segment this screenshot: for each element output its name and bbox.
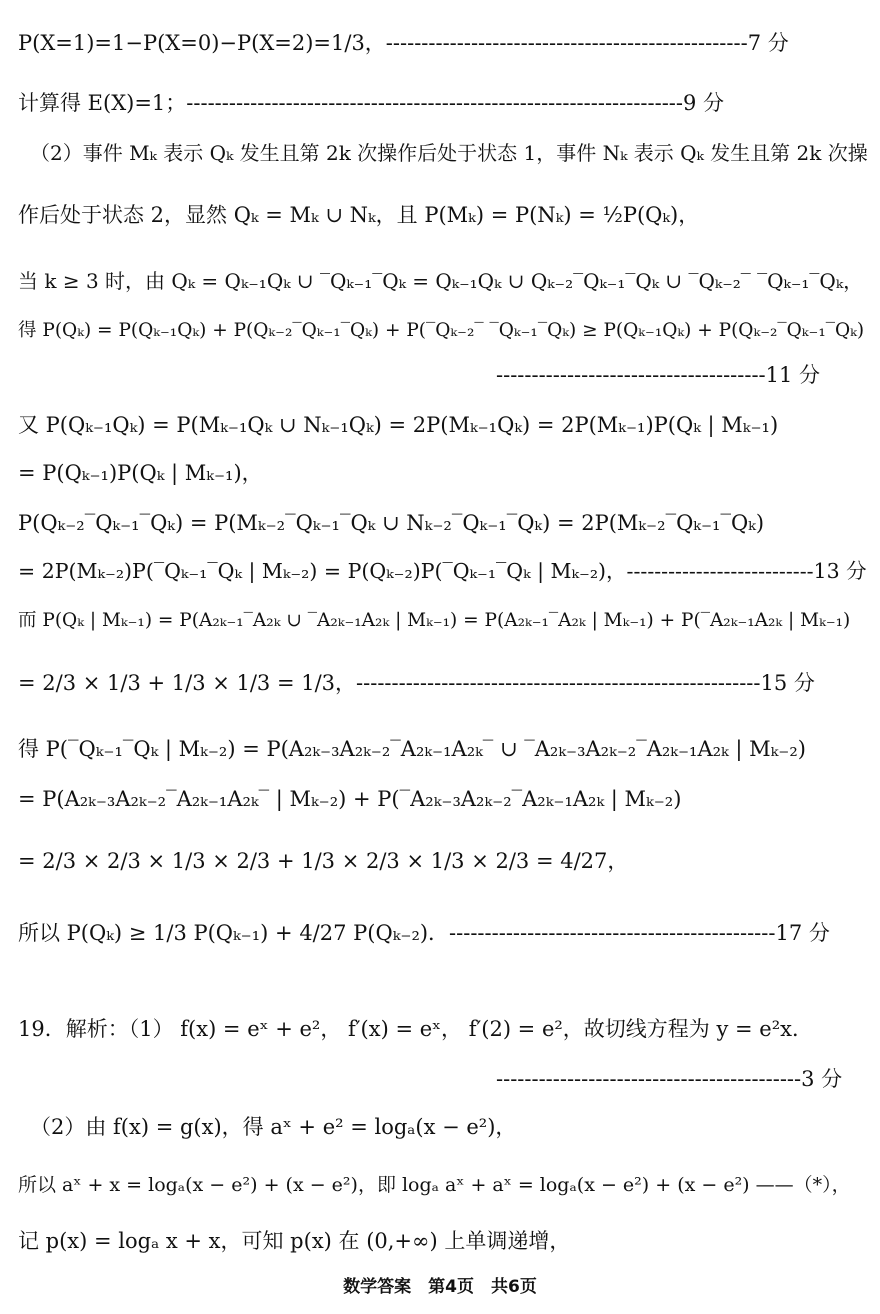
line-p-qk1qk: 又 P(Qₖ₋₁Qₖ) = P(Mₖ₋₁Qₖ ∪ Nₖ₋₁Qₖ) = 2P(Mₖ₋₁Qₖ) = 2P(Mₖ₋₁)P(Qₖ | Mₖ₋₁) <box>18 413 779 437</box>
line-part2-def-2: 作后处于状态 2，显然 Qₖ = Mₖ ∪ Nₖ，且 P(Mₖ) = P(Nₖ) = ½P(Qₖ)， <box>18 203 700 227</box>
line-k-ge-3: 当 k ≥ 3 时，由 Qₖ = Qₖ₋₁Qₖ ∪ ‾Qₖ₋₁‾Qₖ = Qₖ₋₁Qₖ ∪ Qₖ₋₂‾Qₖ₋₁‾Qₖ ∪ ‾Qₖ₋₂‾ ‾Qₖ₋₁‾Qₖ， <box>18 269 864 293</box>
line-p-qk-ineq: 得 P(Qₖ) = P(Qₖ₋₁Qₖ) + P(Qₖ₋₂‾Qₖ₋₁‾Qₖ) + P(‾Qₖ₋₂‾ ‾Qₖ₋₁‾Qₖ) ≥ P(Qₖ₋₁Qₖ) + P(Qₖ₋₂‾Qₖ₋₁‾Qₖ) <box>18 320 865 341</box>
line-one-third-15: = 2/3 × 1/3 + 1/3 × 1/3 = 1/3，---------------------------------------------------------15 分 <box>18 671 815 695</box>
line-q19-star: 所以 aˣ + x = logₐ(x − e²) + (x − e²)，即 logₐ aˣ + aˣ = logₐ(x − e²) + (x − e²) ——（*）， <box>18 1174 851 1196</box>
page-footer: 数学答案 第4页 共6页 <box>343 1277 537 1297</box>
line-p-mk2-13: = 2P(Mₖ₋₂)P(‾Qₖ₋₁‾Qₖ | Mₖ₋₂) = P(Qₖ₋₂)P(‾Qₖ₋₁‾Qₖ | Mₖ₋₂)，---------------------------13 分 <box>18 559 867 583</box>
line-p-sum-mk2: = P(A₂ₖ₋₃A₂ₖ₋₂‾A₂ₖ₋₁A₂ₖ‾ | Mₖ₋₂) + P(‾A₂ₖ₋₃A₂ₖ₋₂‾A₂ₖ₋₁A₂ₖ | Mₖ₋₂) <box>18 787 682 811</box>
score-11: --------------------------------------11 分 <box>496 363 821 387</box>
score-3: -------------------------------------------3 分 <box>496 1067 843 1091</box>
line-q19-part2: （2）由 f(x) = g(x)，得 aˣ + e² = logₐ(x − e²)， <box>30 1115 517 1139</box>
line-p-cond-mk2: 得 P(‾Qₖ₋₁‾Qₖ | Mₖ₋₂) = P(A₂ₖ₋₃A₂ₖ₋₂‾A₂ₖ₋₁A₂ₖ‾ ∪ ‾A₂ₖ₋₃A₂ₖ₋₂‾A₂ₖ₋₁A₂ₖ | Mₖ₋₂) <box>18 737 807 761</box>
line-q19-part1: 19．解析：（1） f(x) = eˣ + e²， f′(x) = eˣ， f′(2) = e²，故切线方程为 y = e²x． <box>18 1017 813 1041</box>
line-p-qk-mk1: 而 P(Qₖ | Mₖ₋₁) = P(A₂ₖ₋₁‾A₂ₖ ∪ ‾A₂ₖ₋₁A₂ₖ | Mₖ₋₁) = P(A₂ₖ₋₁‾A₂ₖ | Mₖ₋₁) + P(‾A₂ₖ₋₁A₂ₖ | Mₖ₋₁) <box>18 610 851 631</box>
line-part2-def-1: （2）事件 Mₖ 表示 Qₖ 发生且第 2k 次操作后处于状态 1，事件 Nₖ 表示 Qₖ 发生且第 2k 次操 <box>30 141 868 165</box>
line-p-qk2: P(Qₖ₋₂‾Qₖ₋₁‾Qₖ) = P(Mₖ₋₂‾Qₖ₋₁‾Qₖ ∪ Nₖ₋₂‾Qₖ₋₁‾Qₖ) = 2P(Mₖ₋₂‾Qₖ₋₁‾Qₖ) <box>18 511 765 535</box>
line-four-27: = 2/3 × 2/3 × 1/3 × 2/3 + 1/3 × 2/3 × 1/3 × 2/3 = 4/27， <box>18 849 629 873</box>
line-p-x1: P(X=1)=1−P(X=0)−P(X=2)=1/3，---------------------------------------------------7 分 <box>18 31 789 55</box>
line-p-qk1-cond: = P(Qₖ₋₁)P(Qₖ | Mₖ₋₁)， <box>18 461 263 485</box>
line-expectation: 计算得 E(X)=1；----------------------------------------------------------------------9 分 <box>18 91 725 115</box>
line-conclusion-17: 所以 P(Qₖ) ≥ 1/3 P(Qₖ₋₁) + 4/27 P(Qₖ₋₂)．----------------------------------------------17 分 <box>18 921 830 945</box>
line-q19-monotone: 记 p(x) = logₐ x + x，可知 p(x) 在 (0,+∞) 上单调递增， <box>18 1229 571 1253</box>
